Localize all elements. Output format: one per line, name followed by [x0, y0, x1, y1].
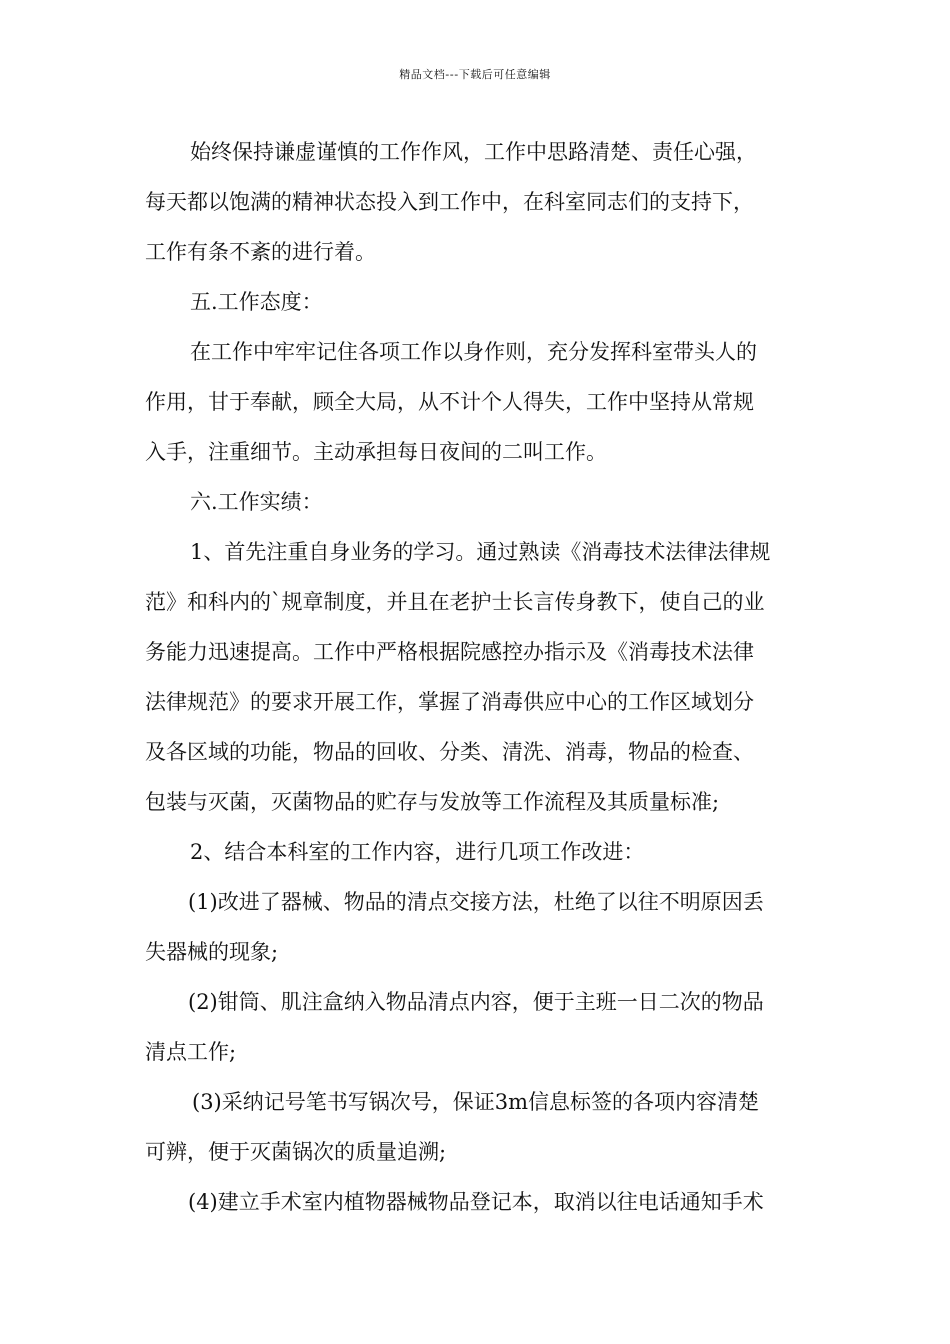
list-item: (2)钳筒、肌注盒纳入物品清点内容，便于主班一日二次的物品 — [188, 990, 764, 1014]
text-line: 作用，甘于奉献，顾全大局，从不计个人得失，工作中坚持从常规 — [145, 390, 754, 414]
section-heading: 六.工作实绩： — [190, 490, 323, 514]
text-line: 1、首先注重自身业务的学习。通过熟读《消毒技术法律法律规 — [190, 540, 771, 564]
text-line: 每天都以饱满的精神状态投入到工作中，在科室同志们的支持下， — [145, 190, 754, 214]
text-line: 在工作中牢牢记住各项工作以身作则，充分发挥科室带头人的 — [190, 340, 757, 364]
section-heading: 五.工作态度： — [190, 290, 323, 314]
text-line: 可辨，便于灭菌锅次的质量追溯; — [145, 1140, 447, 1164]
text-line: 工作有条不紊的进行着。 — [145, 240, 376, 264]
text-line: 范》和科内的`规章制度，并且在老护士长言传身教下，使自己的业 — [145, 590, 765, 614]
text-line: 入手，注重细节。主动承担每日夜间的二叫工作。 — [145, 440, 607, 464]
list-item: (3)采纳记号笔书写锅次号，保证3m信息标签的各项内容清楚 — [192, 1090, 760, 1114]
list-item: (4)建立手术室内植物器械物品登记本，取消以往电话通知手术 — [188, 1190, 764, 1214]
text-line: 包装与灭菌，灭菌物品的贮存与发放等工作流程及其质量标准; — [145, 790, 720, 814]
text-line: 法律规范》的要求开展工作，掌握了消毒供应中心的工作区域划分 — [145, 690, 754, 714]
text-line: 2、结合本科室的工作内容，进行几项工作改进： — [190, 840, 645, 864]
list-item: (1)改进了器械、物品的清点交接方法，杜绝了以往不明原因丢 — [188, 890, 764, 914]
text-line: 务能力迅速提高。工作中严格根据院感控办指示及《消毒技术法律 — [145, 640, 754, 664]
text-line: 清点工作; — [145, 1040, 237, 1064]
text-line: 及各区域的功能，物品的回收、分类、清洗、消毒，物品的检查、 — [145, 740, 754, 764]
text-line: 始终保持谦虚谨慎的工作作风，工作中思路清楚、责任心强， — [190, 140, 757, 164]
page-header: 精品文档---下载后可任意编辑 — [399, 68, 551, 81]
text-line: 失器械的现象; — [145, 940, 279, 964]
